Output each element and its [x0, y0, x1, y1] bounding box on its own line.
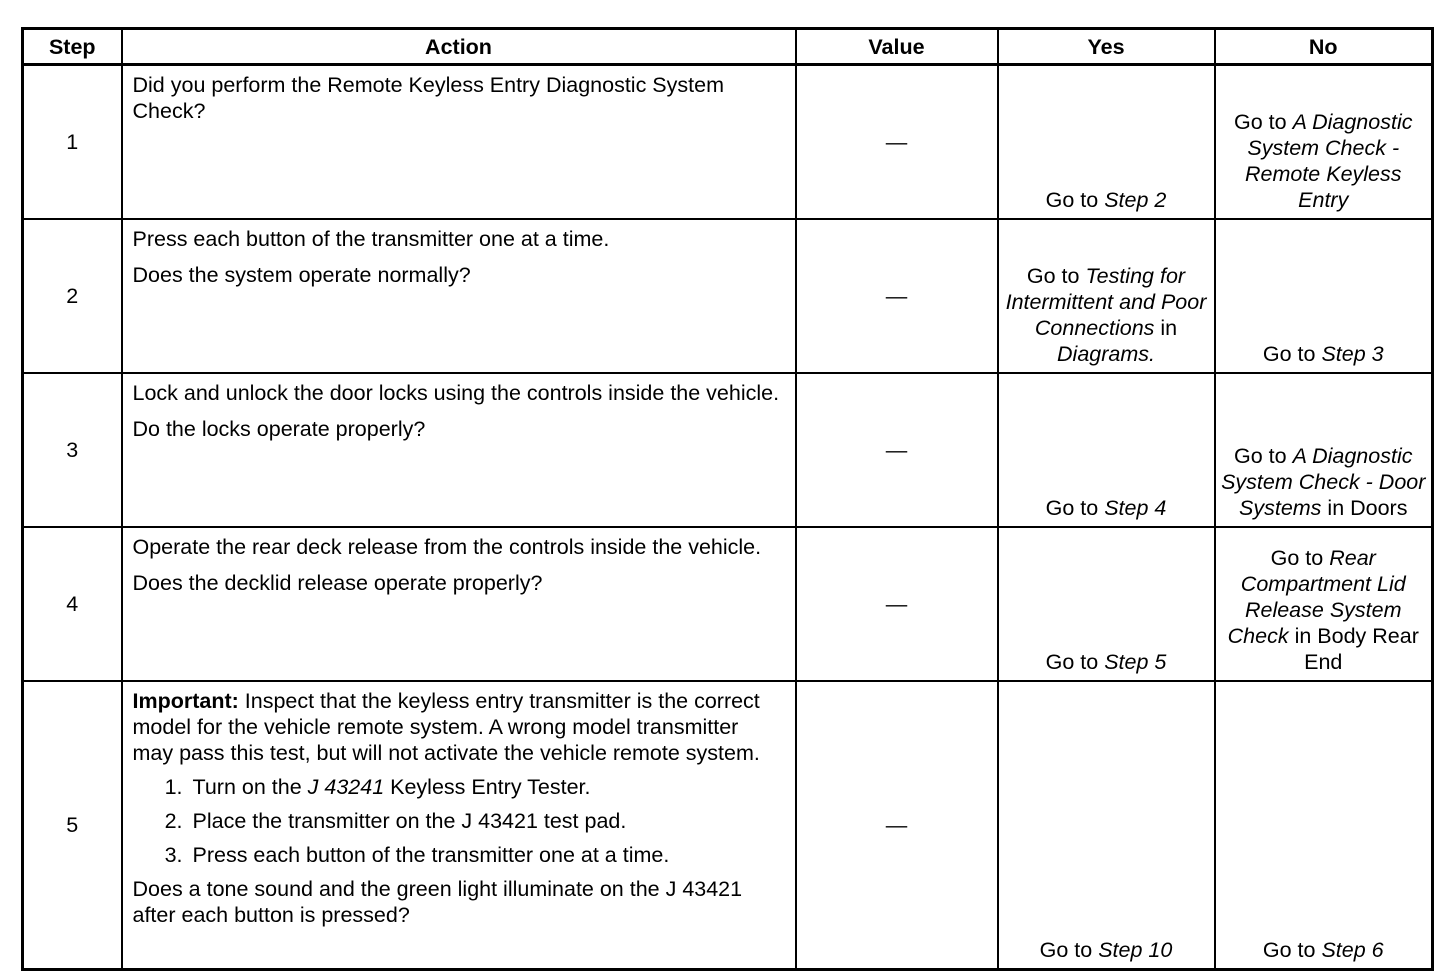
no-prefix: Go to	[1234, 110, 1293, 134]
action-cell	[122, 219, 796, 373]
yes-link[interactable]: Testing for Intermittent and Poor Connections	[1005, 264, 1207, 340]
no-link[interactable]: Rear Compartment Lid Release System Check	[1227, 546, 1406, 648]
yes-cell[interactable]	[998, 527, 1215, 681]
diagnostic-table-container	[21, 27, 1434, 971]
header-action: Action	[122, 29, 796, 65]
no-prefix: Go to	[1270, 546, 1330, 570]
no-suffix: in Doors	[1321, 496, 1408, 520]
yes-cell[interactable]	[998, 65, 1215, 220]
substep-text: Turn on the	[192, 775, 308, 799]
yes-link-2[interactable]: Diagrams.	[1057, 342, 1155, 366]
substep-item	[189, 808, 785, 834]
no-cell[interactable]	[1215, 219, 1433, 373]
action-question: Does the system operate normally?	[132, 263, 471, 287]
value-cell: —	[796, 681, 998, 970]
important-label: Important:	[132, 689, 239, 713]
important-text: Inspect that the keyless entry transmitter is the correct model for the vehicle remote system. A wrong model transmitter may pass this test, but will not activate the vehicle remote system.	[132, 689, 760, 765]
header-step: Step	[23, 29, 122, 65]
action-text: Did you perform the Remote Keyless Entry Diagnostic System Check?	[132, 73, 724, 123]
no-prefix: Go to	[1234, 444, 1293, 468]
action-cell	[122, 527, 796, 681]
yes-link[interactable]: Step 5	[1104, 650, 1167, 674]
table-row	[23, 219, 1433, 373]
action-cell	[122, 65, 796, 220]
header-row	[23, 29, 1433, 65]
header-yes: Yes	[998, 29, 1215, 65]
no-link[interactable]: Step 3	[1321, 342, 1384, 366]
value-cell: —	[796, 65, 998, 220]
yes-cell[interactable]	[998, 681, 1215, 970]
no-link[interactable]: A Diagnostic System Check - Remote Keyless Entry	[1244, 110, 1413, 212]
table-row	[23, 373, 1433, 527]
no-cell[interactable]	[1215, 65, 1433, 220]
substep-item	[189, 774, 785, 800]
tool-reference: J 43241	[307, 775, 385, 799]
yes-prefix: Go to	[1026, 264, 1086, 288]
action-question: Does the decklid release operate properly?	[132, 571, 543, 595]
yes-link[interactable]: Step 4	[1104, 496, 1167, 520]
header-value: Value	[796, 29, 998, 65]
action-text: Press each button of the transmitter one at a time.	[132, 227, 610, 251]
yes-link[interactable]: Step 10	[1098, 938, 1173, 962]
yes-mid: in	[1154, 316, 1178, 340]
action-question: Does a tone sound and the green light illuminate on the J 43421 after each button is pressed?	[132, 877, 743, 927]
no-suffix: in Body Rear End	[1288, 624, 1419, 674]
substep-text: Place the transmitter on the J 43421 test pad.	[192, 809, 627, 833]
value-cell: —	[796, 219, 998, 373]
action-text: Operate the rear deck release from the controls inside the vehicle.	[132, 535, 762, 559]
diagnostic-table	[21, 27, 1434, 971]
step-number: 1	[23, 65, 122, 220]
yes-prefix: Go to	[1045, 650, 1105, 674]
yes-cell[interactable]	[998, 373, 1215, 527]
yes-link[interactable]: Step 2	[1104, 188, 1167, 212]
action-text: Lock and unlock the door locks using the controls inside the vehicle.	[132, 381, 780, 405]
substep-item	[189, 842, 785, 868]
no-cell[interactable]	[1215, 373, 1433, 527]
no-link[interactable]: Step 6	[1321, 938, 1384, 962]
important-note	[133, 688, 785, 766]
yes-prefix: Go to	[1045, 496, 1105, 520]
yes-prefix: Go to	[1045, 188, 1105, 212]
no-prefix: Go to	[1262, 342, 1322, 366]
no-cell[interactable]	[1215, 681, 1433, 970]
header-no: No	[1215, 29, 1433, 65]
step-number: 2	[23, 219, 122, 373]
step-number: 5	[23, 681, 122, 970]
step-number: 4	[23, 527, 122, 681]
table-row	[23, 65, 1433, 220]
no-link[interactable]: A Diagnostic System Check - Door Systems	[1221, 444, 1426, 520]
no-prefix: Go to	[1262, 938, 1322, 962]
yes-prefix: Go to	[1039, 938, 1099, 962]
action-cell	[122, 373, 796, 527]
table-row	[23, 527, 1433, 681]
value-cell: —	[796, 373, 998, 527]
substep-list	[133, 774, 785, 868]
no-cell[interactable]	[1215, 527, 1433, 681]
substep-text: Keyless Entry Tester.	[384, 775, 591, 799]
value-cell: —	[796, 527, 998, 681]
action-cell	[122, 681, 796, 970]
step-number: 3	[23, 373, 122, 527]
yes-cell[interactable]	[998, 219, 1215, 373]
substep-text: Press each button of the transmitter one at a time.	[192, 843, 670, 867]
action-question: Do the locks operate properly?	[132, 417, 426, 441]
table-row	[23, 681, 1433, 970]
